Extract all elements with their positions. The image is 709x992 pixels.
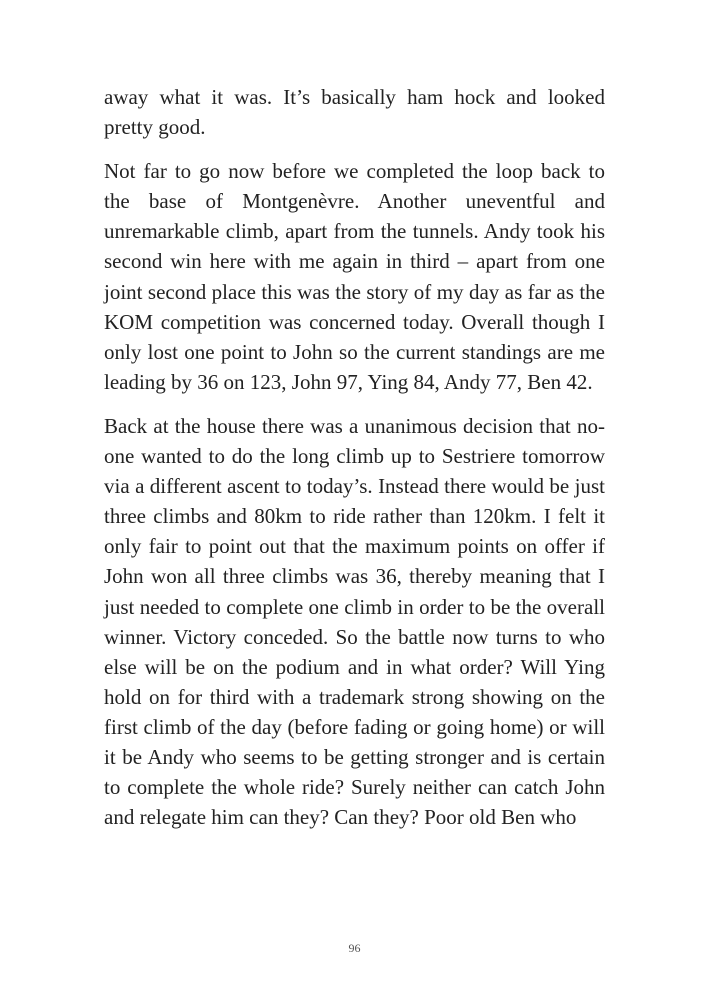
page-number: 96 <box>348 941 361 955</box>
paragraph-2: Not far to go now before we completed the loop back to the base of Montgenèvre. Another uneventful and unremarkable climb, apart from the tunnels. Andy took his second win here with me again in third – apart from one joint second place this was the story of my day as far as the KOM competition was concerned today. Overall though I only lost one point to John so the current standings are me leading by 36 on 123, John 97, Ying 84, Andy 77, Ben 42. <box>104 159 605 394</box>
paragraph-3: Back at the house there was a unanimous decision that no-one wanted to do the long climb up to Sestriere tomorrow via a different ascent to today’s. Instead there would be just three climbs and 80km to ride rather than 120km. I felt it only fair to point out that the maximum points on offer if John won all three climbs was 36, thereby meaning that I just needed to complete one climb in order to be the overall winner. Victory conceded. So the battle now turns to who else will be on the podium and in what order? Will Ying hold on for third with a trademark strong showing on the first climb of the day (before fading or going home) or will it be Andy who seems to be getting stronger and is certain to complete the whole ride? Surely neither can catch John and relegate him can they? Can they? Poor old Ben who <box>104 413 605 830</box>
paragraph-1: away what it was. It’s basically ham hock and looked pretty good. <box>104 85 605 140</box>
body-text <box>104 82 605 846</box>
